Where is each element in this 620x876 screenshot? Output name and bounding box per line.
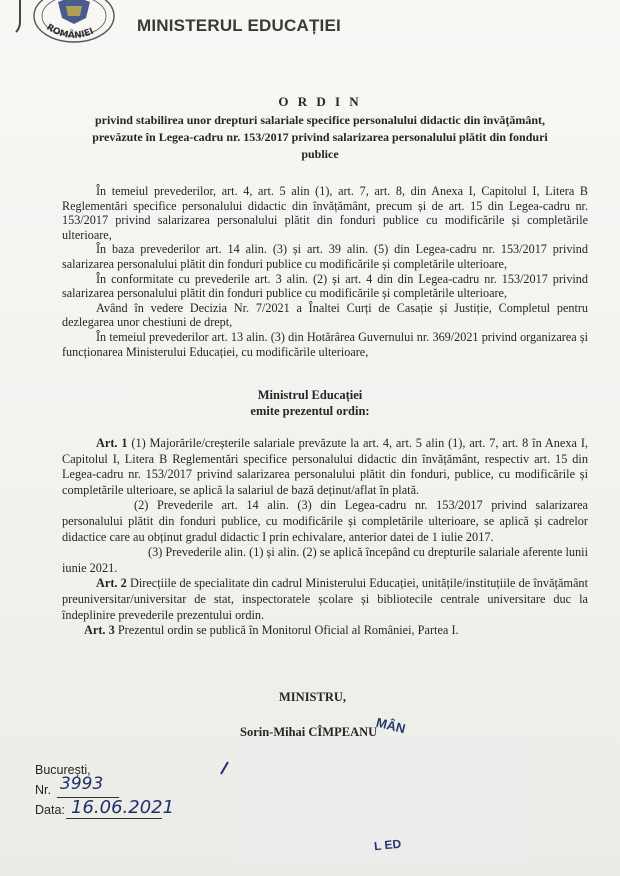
article-label: Art. 2 bbox=[96, 576, 127, 591]
article-1-paragraph-1 bbox=[62, 436, 588, 498]
official-stamp-top: MÂN bbox=[374, 714, 407, 737]
date-label: Data: bbox=[35, 803, 65, 817]
article-text: (1) Majorările/creșterile salariale prevăzute la art. 4, art. 5 alin (1), art. 7, art. 8 în Anexa I, Capitolul I, Litera B Reglementări specifice personalului didactic din învățământ, respectiv art. 15 din Legea-cadru nr. 153/2017 privind salarizarea personalului plătit din fonduri, publice, cu modificările și completările ulterioare, se aplică la salariul de bază deținut/aflat în plată. bbox=[62, 436, 589, 497]
romania-crest-logo bbox=[14, 0, 118, 52]
article-3 bbox=[62, 623, 588, 639]
date-underline bbox=[66, 818, 162, 819]
issuer-action: emite prezentul ordin: bbox=[250, 404, 370, 418]
document-number: 3993 bbox=[60, 774, 104, 794]
subtitle-line: privind stabilirea unor drepturi salariale specifice personalului didactic din învățământ, bbox=[94, 113, 546, 127]
subtitle-line: publice bbox=[301, 147, 339, 161]
article-text: Direcțiile de specialitate din cadrul Ministerului Educației, unitățile/instituțiile de învățământ preuniversitar/universitar de stat, inspectoratele școlare și bibliotecile centrale universitare duc la îndeplinire prevederile prezentului ordin. bbox=[62, 576, 589, 622]
article-2 bbox=[62, 576, 588, 623]
article-label: Art. 1 bbox=[96, 436, 128, 450]
number-label: Nr. bbox=[35, 783, 51, 797]
signatory-role: MINISTRU, bbox=[279, 690, 347, 704]
article-label: Art. 3 bbox=[84, 623, 115, 638]
preamble-paragraph: În temeiul prevederilor, art. 4, art. 5 alin (1), art. 7, art. 8, din Anexa I, Capitolul I, Litera B Reglementări specifice personalului didactic din învățământ, precum și de art. 15 din Legea-cadru nr. 153/2017 privind salarizarea personalului plătit din fonduri publice cu modificările și completările ulterioare, bbox=[62, 184, 588, 242]
official-stamp-bottom: L ED bbox=[373, 836, 402, 854]
issuer-line: Ministrul Educației bbox=[257, 388, 363, 402]
signatory-name: Sorin-Mihai CÎMPEANU bbox=[240, 725, 378, 739]
ministry-name: MINISTERUL EDUCAȚIEI bbox=[137, 16, 341, 35]
document-subtitle bbox=[66, 112, 574, 163]
preamble-paragraph: În temeiul prevederilor art. 13 alin. (3) din Hotărârea Guvernului nr. 369/2021 privind organizarea și funcționarea Ministerului Educației, cu modificările ulterioare, bbox=[62, 329, 588, 359]
location: București, bbox=[35, 763, 91, 777]
articles bbox=[62, 436, 588, 639]
article-1-paragraph-3: (3) Prevederile alin. (1) și alin. (2) se aplică începând cu drepturile salariale aferente lunii iunie 2021. bbox=[62, 545, 588, 575]
subtitle-line: prevăzute în Legea-cadru nr. 153/2017 privind salarizarea personalului plătit din fonduri bbox=[92, 130, 548, 144]
article-1-paragraph-2: (2) Prevederile art. 14 alin. (3) din Legea-cadru nr. 153/2017 privind salarizarea personalului plătit din fonduri publice, cu modificările și completările ulterioare, se aplică și cadrelor didactice care au obținut gradul didactic I prin echivalare, anterior datei de 1 iulie 2017. bbox=[62, 498, 588, 544]
document-title: O R D I N bbox=[278, 94, 362, 109]
document-date: 16.06.2021 bbox=[71, 797, 175, 818]
preamble-paragraph: Având în vedere Decizia Nr. 7/2021 a Înaltei Curți de Casație și Justiție, Completul pentru dezlegarea unor chestiuni de drept, bbox=[62, 300, 588, 330]
preamble bbox=[62, 184, 588, 359]
preamble-paragraph: În baza prevederilor art. 14 alin. (3) și art. 39 alin. (5) din Legea-cadru nr. 153/2017 privind salarizarea personalului plătit din fonduri publice cu modificările și completările ulterioare, bbox=[62, 242, 588, 271]
svg-text:ROMÂNIEI: ROMÂNIEI bbox=[44, 22, 96, 42]
preamble-paragraph: În conformitate cu prevederile art. 3 alin. (2) și art. 4 din din Legea-cadru nr. 153/2017 privind salarizarea personalului plătit din fonduri publice cu modificările și completările ulterioare, bbox=[62, 271, 588, 301]
pen-mark-icon bbox=[218, 760, 230, 776]
article-text: Prezentul ordin se publică în Monitorul Oficial al României, Partea I. bbox=[117, 623, 459, 638]
